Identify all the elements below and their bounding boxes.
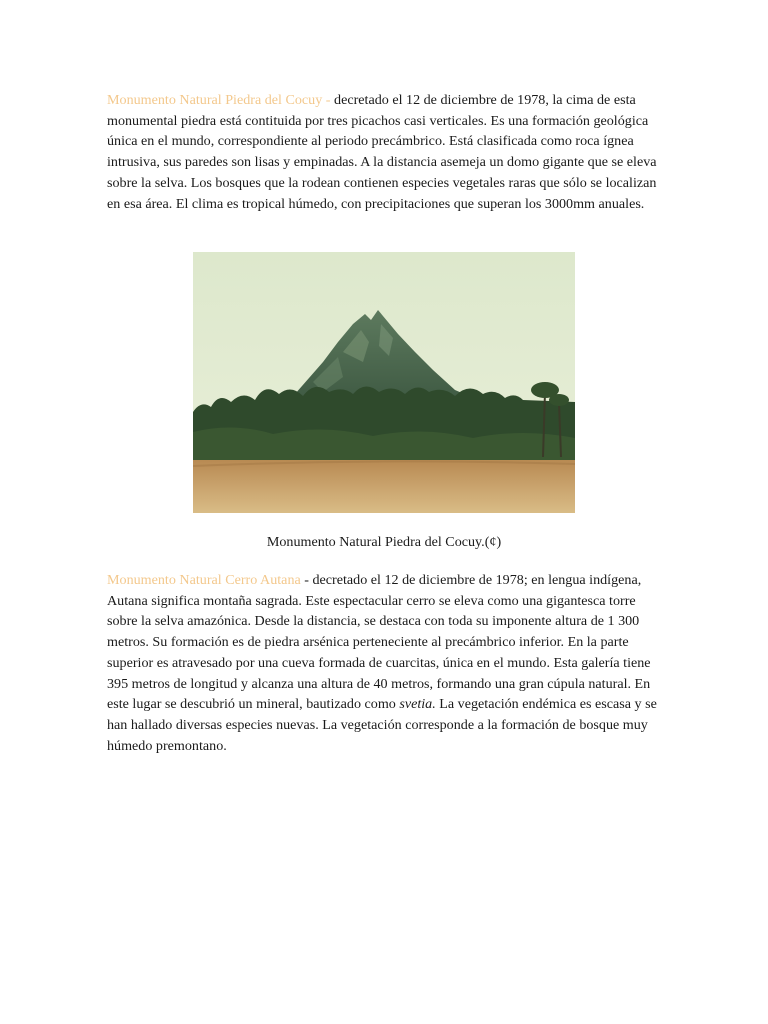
section-title-piedra-del-cocuy: Monumento Natural Piedra del Cocuy <box>107 92 323 108</box>
paragraph-cerro-autana <box>107 570 667 756</box>
title-separator: - <box>300 572 313 588</box>
section-title-cerro-autana: Monumento Natural Cerro Autana <box>107 572 301 588</box>
paragraph-body: decretado el 12 de diciembre de 1978, la cima de esta monumental piedra está contituida por tres picachos casi verticales. Es una formación geológica única en el mundo, correspondiente al periodo precámbrico. Está clasificada como roca ígnea intrusiva, sus paredes son lisas y empinadas. A la distancia asemeja un domo gigante que se eleva sobre la selva. Los bosques que la rodean contienen especies vegetales raras que sólo se localizan en esa área. El clima es tropical húmedo, con precipitaciones que superan los 3000mm anuales. <box>107 92 657 212</box>
paragraph-body-continued: La vegetación endémica es escasa y se han hallado diversas especies nuevas. La vegetación corresponde a la formación de bosque muy húmedo premontano. <box>107 696 657 754</box>
mountain-photo-illustration <box>193 252 575 513</box>
title-separator: - <box>322 92 335 108</box>
paragraph-piedra-del-cocuy <box>107 90 667 214</box>
paragraph-body: decretado el 12 de diciembre de 1978; en lengua indígena, Autana significa montaña sagrada. Este espectacular cerro se eleva como una gigantesca torre sobre la selva amazónica. Desde la distancia, se destaca con toda su imponente altura de 1 300 metros. Su formación es de piedra arsénica perteneciente al precámbrico inferior. En la parte superior es atravesado por una cueva formada de cuarcitas, única en el mundo. Esta galería tiene 395 metros de longitud y alcanza una altura de 40 metros, formando una gran cúpula natural. En este lugar se descubrió un mineral, bautizado como <box>107 572 651 713</box>
mountain-photo <box>193 252 575 513</box>
figure-caption: Monumento Natural Piedra del Cocuy.(¢) <box>266 534 502 550</box>
italic-term-svetia: svetia. <box>399 696 436 713</box>
